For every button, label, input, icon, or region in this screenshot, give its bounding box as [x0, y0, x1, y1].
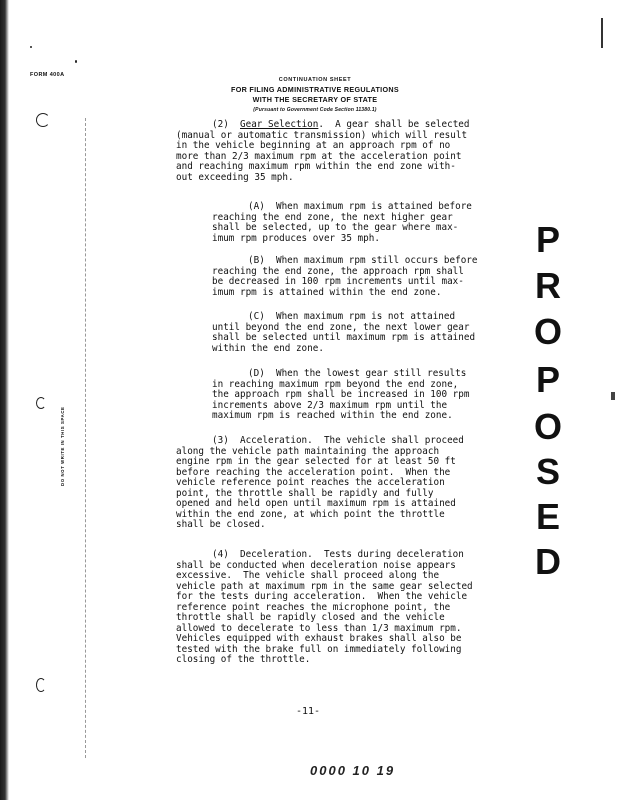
- punch-hole: [36, 113, 50, 127]
- text-line: within the end zone, at which point the throttle: [176, 508, 445, 520]
- margin-note: DO NOT WRITE IN THIS SPACE: [60, 406, 65, 486]
- text-line: increments above 2/3 maximum rpm until the: [212, 399, 448, 411]
- proposed-stamp-letter: O: [533, 406, 562, 447]
- paragraph-number: (2): [212, 119, 229, 130]
- text-line: excessive. The vehicle shall proceed along the: [176, 570, 440, 581]
- subparagraph-b: [212, 256, 478, 298]
- scan-mark: [611, 392, 615, 400]
- text-line: reaching the end zone, the approach rpm shall: [212, 265, 464, 277]
- text-line: vehicle reference point reaches the acceleration: [176, 477, 445, 488]
- paragraph-gear-selection: [212, 120, 470, 131]
- margin-rule: [85, 118, 86, 758]
- text-line: and reaching maximum rpm within the end zone with-: [176, 161, 456, 172]
- text-line: in reaching maximum rpm beyond the end zone,: [212, 378, 459, 390]
- proposed-stamp-letter: D: [535, 541, 561, 582]
- text-line: throttle shall be rapidly closed and the vehicle: [176, 612, 445, 623]
- text-line: engine rpm in the gear selected for at least 50 ft: [176, 456, 456, 467]
- bottom-code: 0000 10 19: [310, 763, 396, 778]
- header-line-2: FOR FILING ADMINISTRATIVE REGULATIONS: [231, 85, 399, 94]
- text-line: reaching the end zone, the next higher gear: [212, 211, 453, 223]
- text-line: until beyond the end zone, the next lower gear: [212, 321, 470, 333]
- text-line: more than 2/3 maximum rpm at the acceleration point: [176, 150, 462, 162]
- scan-left-edge: [0, 0, 9, 800]
- subparagraph-a: [212, 202, 472, 244]
- header-line-1: CONTINUATION SHEET: [278, 77, 352, 83]
- scan-speck: [30, 46, 32, 48]
- text-line: (manual or automatic transmission) which will result: [176, 129, 468, 141]
- form-number: FORM 400A: [30, 72, 65, 78]
- text-line: within the end zone.: [212, 342, 324, 354]
- text-line: opened and held open until maximum rpm is attained: [176, 498, 456, 509]
- subparagraph-c: [212, 312, 475, 354]
- scan-speck: [75, 60, 77, 63]
- text-line: (A) When maximum rpm is attained before: [248, 201, 472, 212]
- paragraph-gear-selection-body: [176, 131, 467, 184]
- text-line: shall be closed.: [176, 519, 266, 530]
- text-line: (C) When maximum rpm is not attained: [248, 311, 456, 322]
- text-line: Vehicles equipped with exhaust brakes shall also be: [176, 633, 462, 644]
- text-line: reference point reaches the microphone point, the: [176, 601, 451, 613]
- text-line: (D) When the lowest gear still results: [248, 368, 467, 379]
- text-line: (B) When maximum rpm still occurs before: [248, 255, 478, 266]
- text-line: imum rpm produces over 35 mph.: [212, 232, 380, 244]
- proposed-stamp-letter: P: [535, 219, 560, 260]
- text-line: imum rpm is attained within the end zone.: [212, 286, 442, 298]
- header-line-4: (Pursuant to Government Code Section 11380.1): [253, 107, 377, 113]
- scan-mark: [601, 18, 603, 48]
- header-line-3: WITH THE SECRETARY OF STATE: [252, 95, 378, 104]
- text-line: before reaching the acceleration point. When the: [176, 466, 451, 478]
- text-line: along the vehicle path maintaining the approach: [176, 445, 440, 457]
- paragraph-deceleration: [176, 550, 473, 666]
- document-header: [190, 75, 440, 115]
- text-line: tested with the brake full on immediately following: [176, 643, 462, 655]
- proposed-stamp-letter: E: [535, 496, 560, 537]
- text-line: shall be selected until maximum rpm is attained: [212, 332, 476, 343]
- proposed-stamp-letter: R: [535, 265, 561, 306]
- text-line: the approach rpm shall be increased in 100 rpm: [212, 389, 470, 400]
- proposed-stamp-letter: S: [535, 451, 560, 492]
- page-number: -11-: [296, 706, 321, 717]
- punch-hole: [36, 397, 46, 409]
- subparagraph-d: [212, 369, 469, 422]
- paragraph-heading: Gear Selection: [240, 119, 319, 130]
- text-line: (3) Acceleration. The vehicle shall proceed: [212, 435, 464, 446]
- proposed-stamp-letter: O: [533, 311, 562, 352]
- text-line: shall be selected, up to the gear where max-: [212, 222, 459, 233]
- paragraph-acceleration: [176, 436, 464, 531]
- text-line: be decreased in 100 rpm increments until max-: [212, 276, 464, 287]
- text-line: (2) Gear Selection. A gear shall be selected: [212, 119, 470, 130]
- text-line: in the vehicle beginning at an approach rpm of no: [176, 140, 451, 151]
- punch-hole: [36, 678, 46, 692]
- text-line: out exceeding 35 mph.: [176, 171, 294, 183]
- text-line: shall be conducted when deceleration noise appears: [176, 559, 456, 571]
- text-line: maximum rpm is reached within the end zone.: [212, 410, 453, 421]
- proposed-stamp-letter: P: [535, 359, 560, 400]
- text-line: closing of the throttle.: [176, 654, 311, 665]
- text-line: allowed to decelerate to less than 1/3 maximum rpm.: [176, 622, 462, 634]
- text-line: for the tests during acceleration. When the vehicle: [176, 591, 468, 602]
- text-line: (4) Deceleration. Tests during deceleration: [212, 549, 464, 560]
- text-line: vehicle path at maximum rpm in the same gear selected: [176, 580, 473, 592]
- text-line: point, the throttle shall be rapidly and fully: [176, 487, 434, 499]
